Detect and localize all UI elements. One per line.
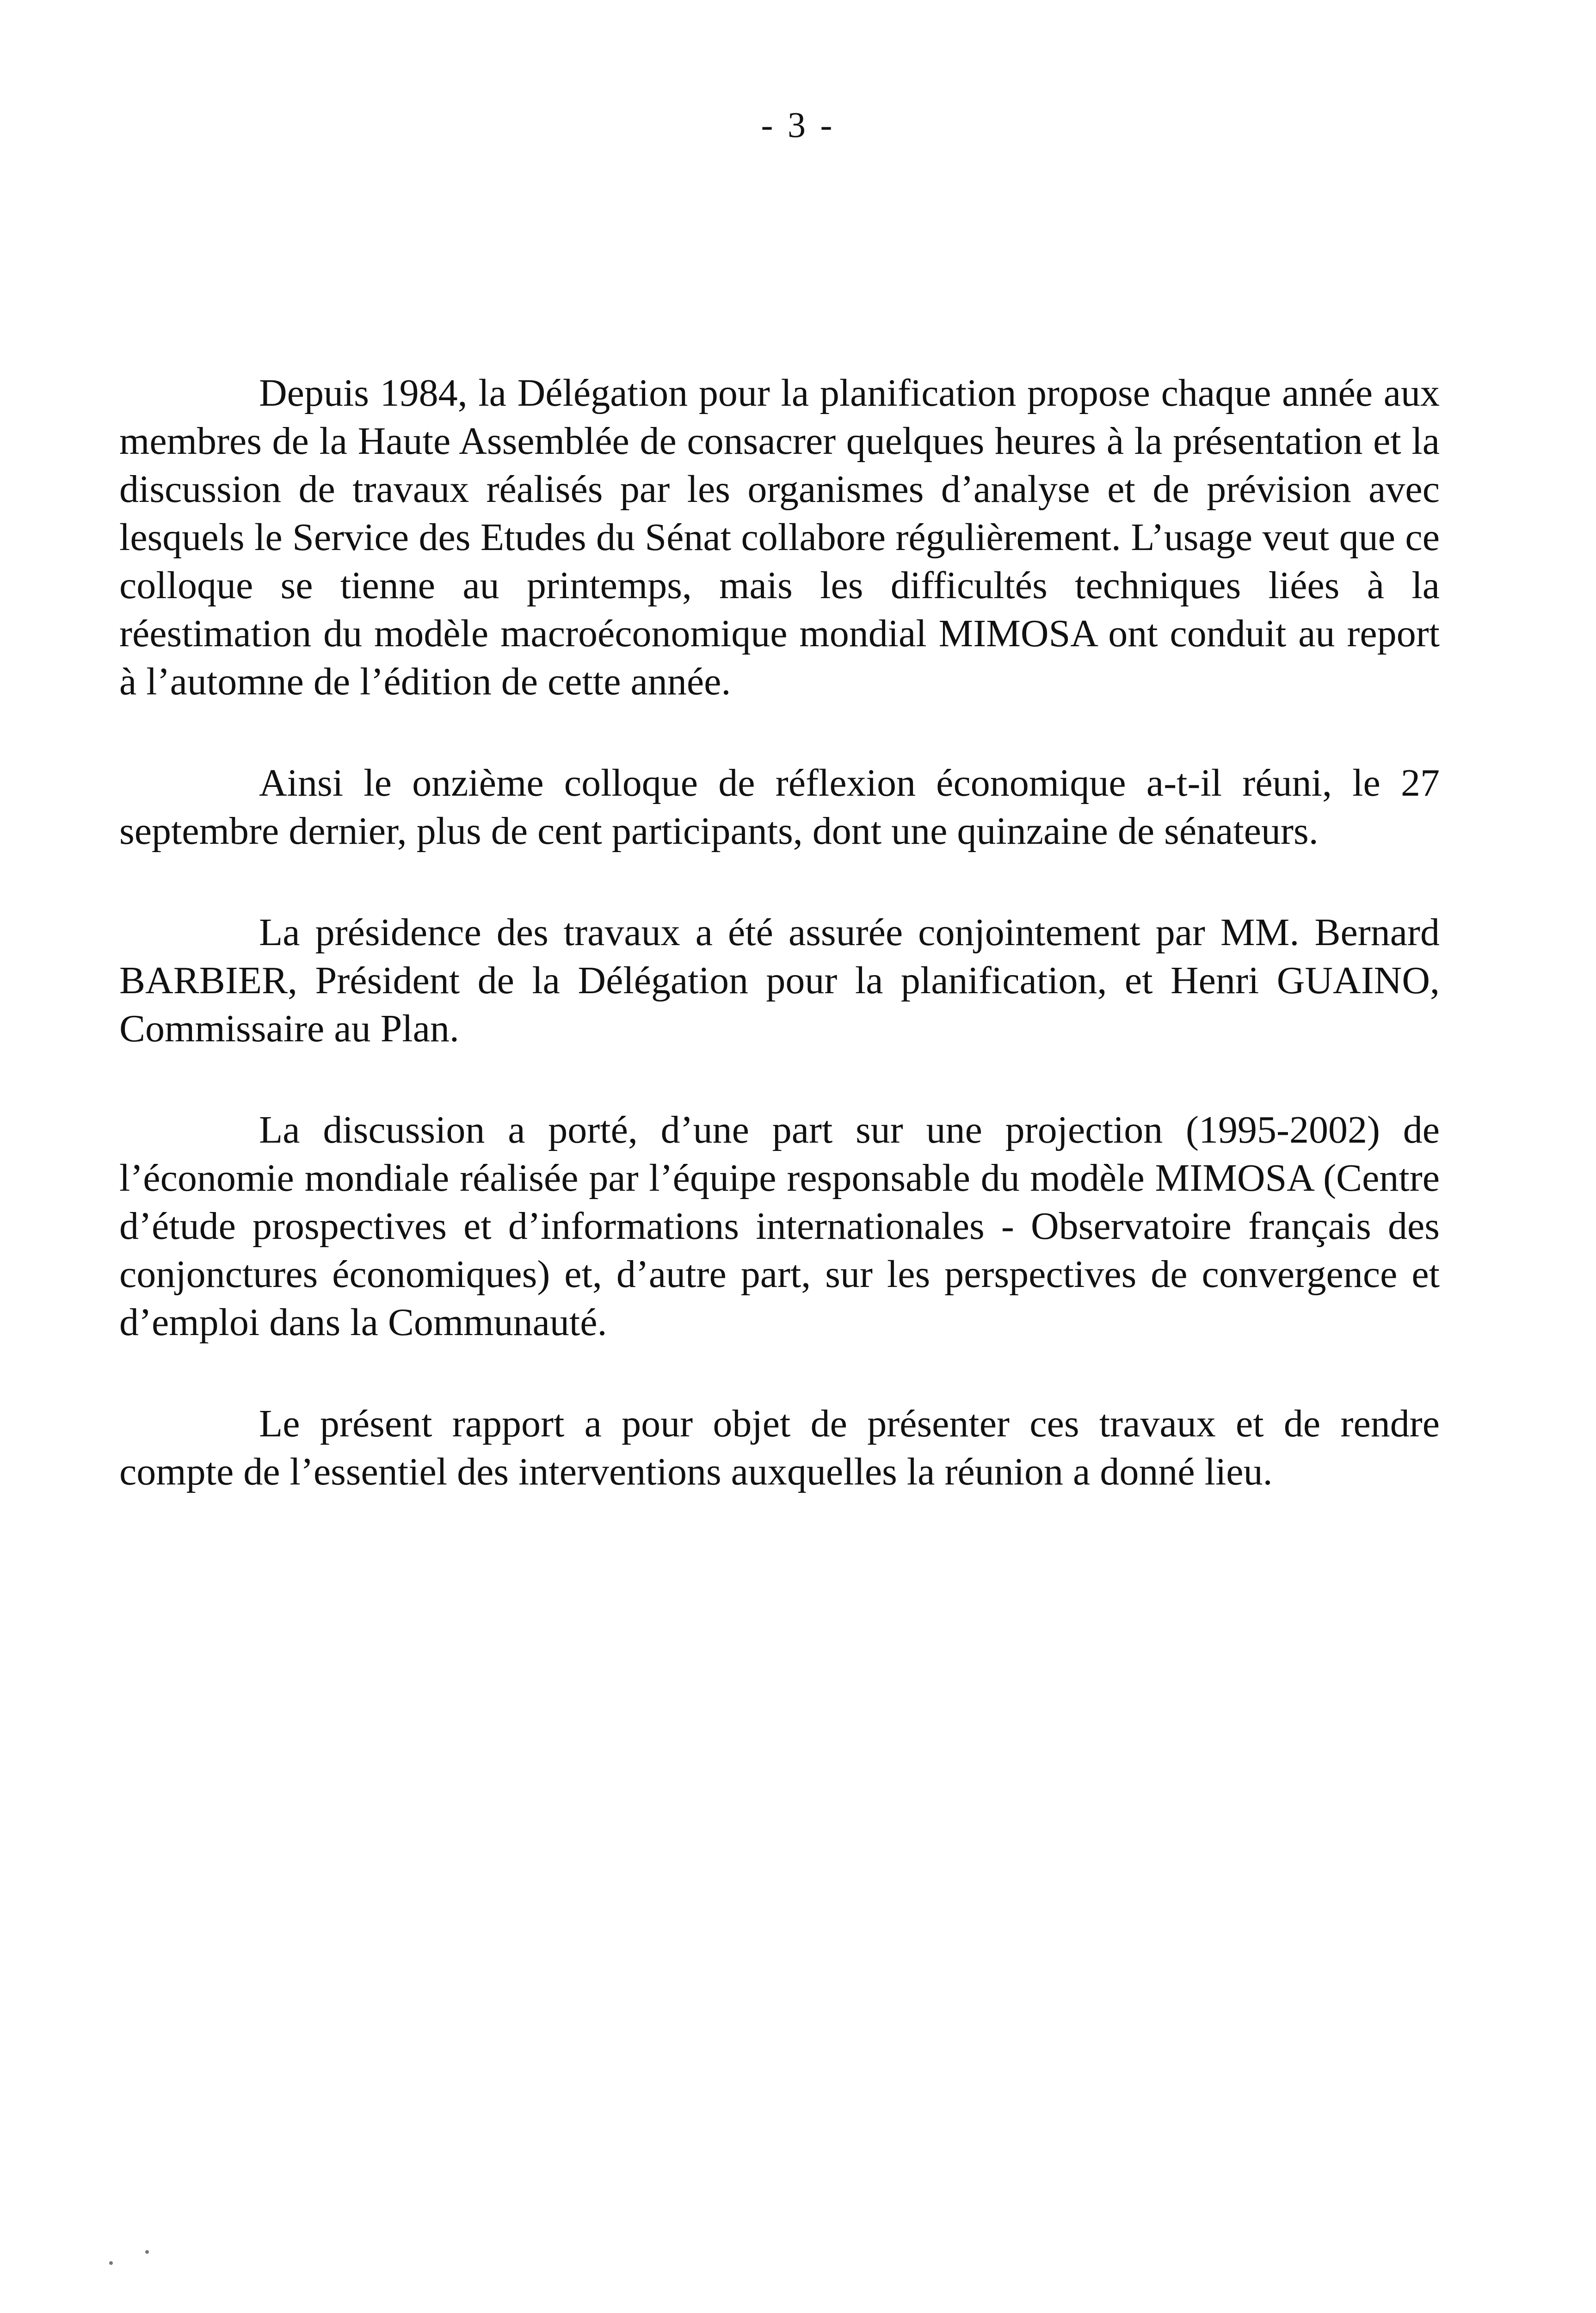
page-number: - 3 - [761,105,835,145]
scan-speck [145,2250,149,2254]
paragraph-colloque: Ainsi le onzième colloque de réflexion économique a-t-il réuni, le 27 septembre dernier, plus de cent participants, dont une quinzaine de sénateurs. [119,761,1440,853]
paragraph-objet: Le présent rapport a pour objet de présenter ces travaux et de rendre compte de l’essentiel des interventions auxquelles la réunion a donné lieu. [119,1402,1440,1493]
paragraph-presidence: La présidence des travaux a été assurée conjointement par MM. Bernard BARBIER, Président de la Délégation pour la planification, et Henri GUAINO, Commissaire au Plan. [119,911,1440,1050]
paragraph-discussion: La discussion a porté, d’une part sur une projection (1995-2002) de l’économie mondiale réalisée par l’équipe responsable du modèle MIMOSA (Centre d’étude prospectives et d’informations internationales - Observatoire français des conjonctures économiques) et, d’autre part, sur les perspectives de convergence et d’emploi dans la Communauté. [119,1108,1440,1344]
scan-speck [109,2261,113,2265]
paragraph-intro: Depuis 1984, la Délégation pour la planification propose chaque année aux membres de la Haute Assemblée de consacrer quelques heures à la présentation et la discussion de travaux réalisés par les organismes d’analyse et de prévision avec lesquels le Service des Etudes du Sénat collabore régulièrement. L’usage veut que ce colloque se tienne au printemps, mais les difficultés techniques liées à la réestimation du modèle macroéconomique mondial MIMOSA ont conduit au report à l’automne de l’édition de cette année. [119,371,1440,703]
